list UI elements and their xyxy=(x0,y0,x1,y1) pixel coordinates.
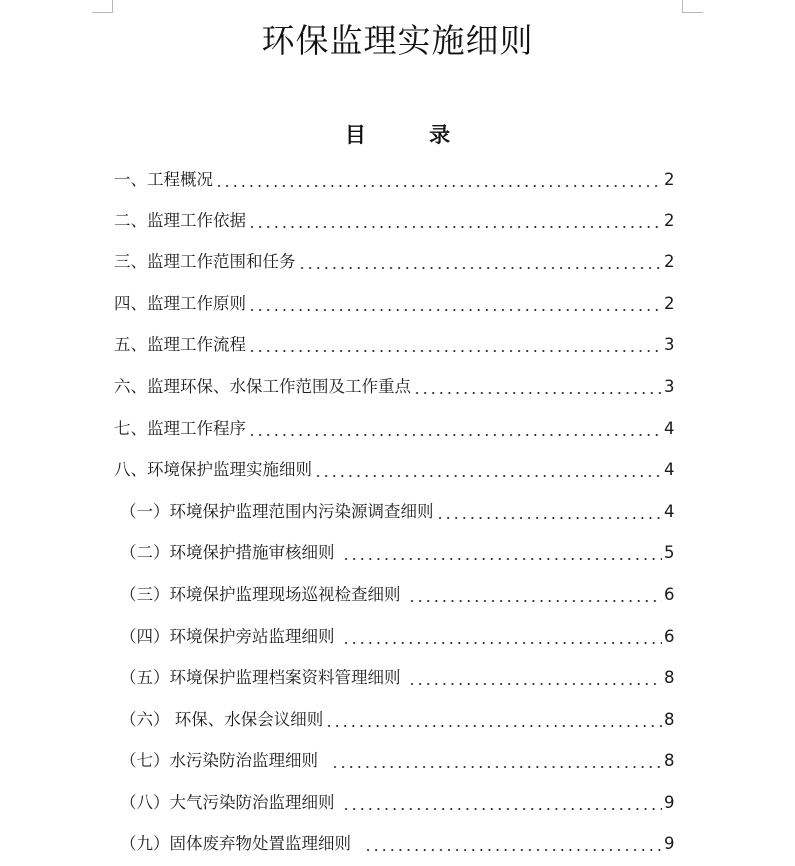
toc-entry-title: （四）环境保护旁站监理细则 xyxy=(120,627,340,646)
dot-leader xyxy=(248,416,662,442)
toc-entry[interactable] xyxy=(120,707,674,733)
toc-entry-title: （八）大气污染防治监理细则 xyxy=(120,793,340,812)
toc-entry[interactable] xyxy=(114,291,674,317)
toc-entry-title: 五、监理工作流程 xyxy=(114,335,246,354)
dot-leader xyxy=(413,374,662,400)
toc-page-number: 8 xyxy=(664,710,675,729)
dot-leader xyxy=(408,582,662,608)
dot-leader xyxy=(408,665,662,691)
toc-page-number: 6 xyxy=(664,585,675,604)
toc-entry[interactable] xyxy=(120,499,674,525)
toc-entry-title: 二、监理工作依据 xyxy=(114,211,246,230)
toc-entry-title: 三、监理工作范围和任务 xyxy=(114,252,296,271)
toc-entry-title: 七、监理工作程序 xyxy=(114,419,246,438)
toc-entry-title: 六、监理环保、水保工作范围及工作重点 xyxy=(114,377,411,396)
dot-leader xyxy=(342,790,662,816)
toc-page-number: 6 xyxy=(664,627,675,646)
toc-entry[interactable] xyxy=(120,624,674,650)
toc-entry[interactable] xyxy=(120,582,674,608)
toc-page-number: 5 xyxy=(664,543,675,562)
toc-entry-title: 四、监理工作原则 xyxy=(114,294,246,313)
document-title: 环保监理实施细则 xyxy=(261,21,534,60)
dot-leader xyxy=(436,499,663,525)
toc-page-number: 8 xyxy=(664,668,675,687)
toc-page-number: 4 xyxy=(664,502,675,521)
toc-page-number: 8 xyxy=(664,751,675,770)
dot-leader xyxy=(331,748,663,774)
toc-page-number: 4 xyxy=(664,460,675,479)
toc-entry-title: （六） 环保、水保会议细则 xyxy=(120,710,324,729)
toc-page-number: 2 xyxy=(664,294,675,313)
toc-page-number: 3 xyxy=(664,335,675,354)
toc-entry[interactable] xyxy=(114,167,674,193)
toc-entry-title: （九）固体废弃物处置监理细则 xyxy=(120,834,362,853)
toc-page-number: 3 xyxy=(664,377,675,396)
toc-heading: 目 录 xyxy=(344,122,451,147)
dot-leader xyxy=(342,624,662,650)
dot-leader xyxy=(314,457,662,483)
dot-leader xyxy=(248,332,662,358)
dot-leader xyxy=(364,831,663,857)
toc-page-number: 9 xyxy=(664,793,675,812)
dot-leader xyxy=(325,707,662,733)
dot-leader xyxy=(298,249,663,275)
toc-entry[interactable] xyxy=(120,748,674,774)
toc-entry-title: 八、环境保护监理实施细则 xyxy=(114,460,312,479)
toc-entry-title: （二）环境保护措施审核细则 xyxy=(120,543,340,562)
toc-page-number: 2 xyxy=(664,170,675,189)
toc-page-number: 2 xyxy=(664,252,675,271)
toc-entry[interactable] xyxy=(114,416,674,442)
toc-entry[interactable] xyxy=(114,249,674,275)
toc-page-number: 4 xyxy=(664,419,675,438)
toc-entry-title: （一）环境保护监理范围内污染源调查细则 xyxy=(120,502,434,521)
toc-entry[interactable] xyxy=(120,790,674,816)
toc-entry-title: 一、工程概况 xyxy=(114,170,213,189)
toc-page-number: 2 xyxy=(664,211,675,230)
dot-leader xyxy=(342,540,662,566)
toc-entry-title: （五）环境保护监理档案资料管理细则 xyxy=(120,668,406,687)
toc-entry[interactable] xyxy=(114,332,674,358)
toc-entry[interactable] xyxy=(120,540,674,566)
toc-entry[interactable] xyxy=(120,665,674,691)
dot-leader xyxy=(248,208,662,234)
toc-entry[interactable] xyxy=(114,457,674,483)
toc-entry[interactable] xyxy=(114,374,674,400)
toc-page-number: 9 xyxy=(664,834,675,853)
toc-entry-title: （七）水污染防治监理细则 xyxy=(120,751,329,770)
dot-leader xyxy=(248,291,662,317)
dot-leader xyxy=(215,167,662,193)
toc-entry-title: （三）环境保护监理现场巡视检查细则 xyxy=(120,585,406,604)
toc-entry[interactable] xyxy=(114,208,674,234)
toc-entry[interactable] xyxy=(120,831,674,857)
